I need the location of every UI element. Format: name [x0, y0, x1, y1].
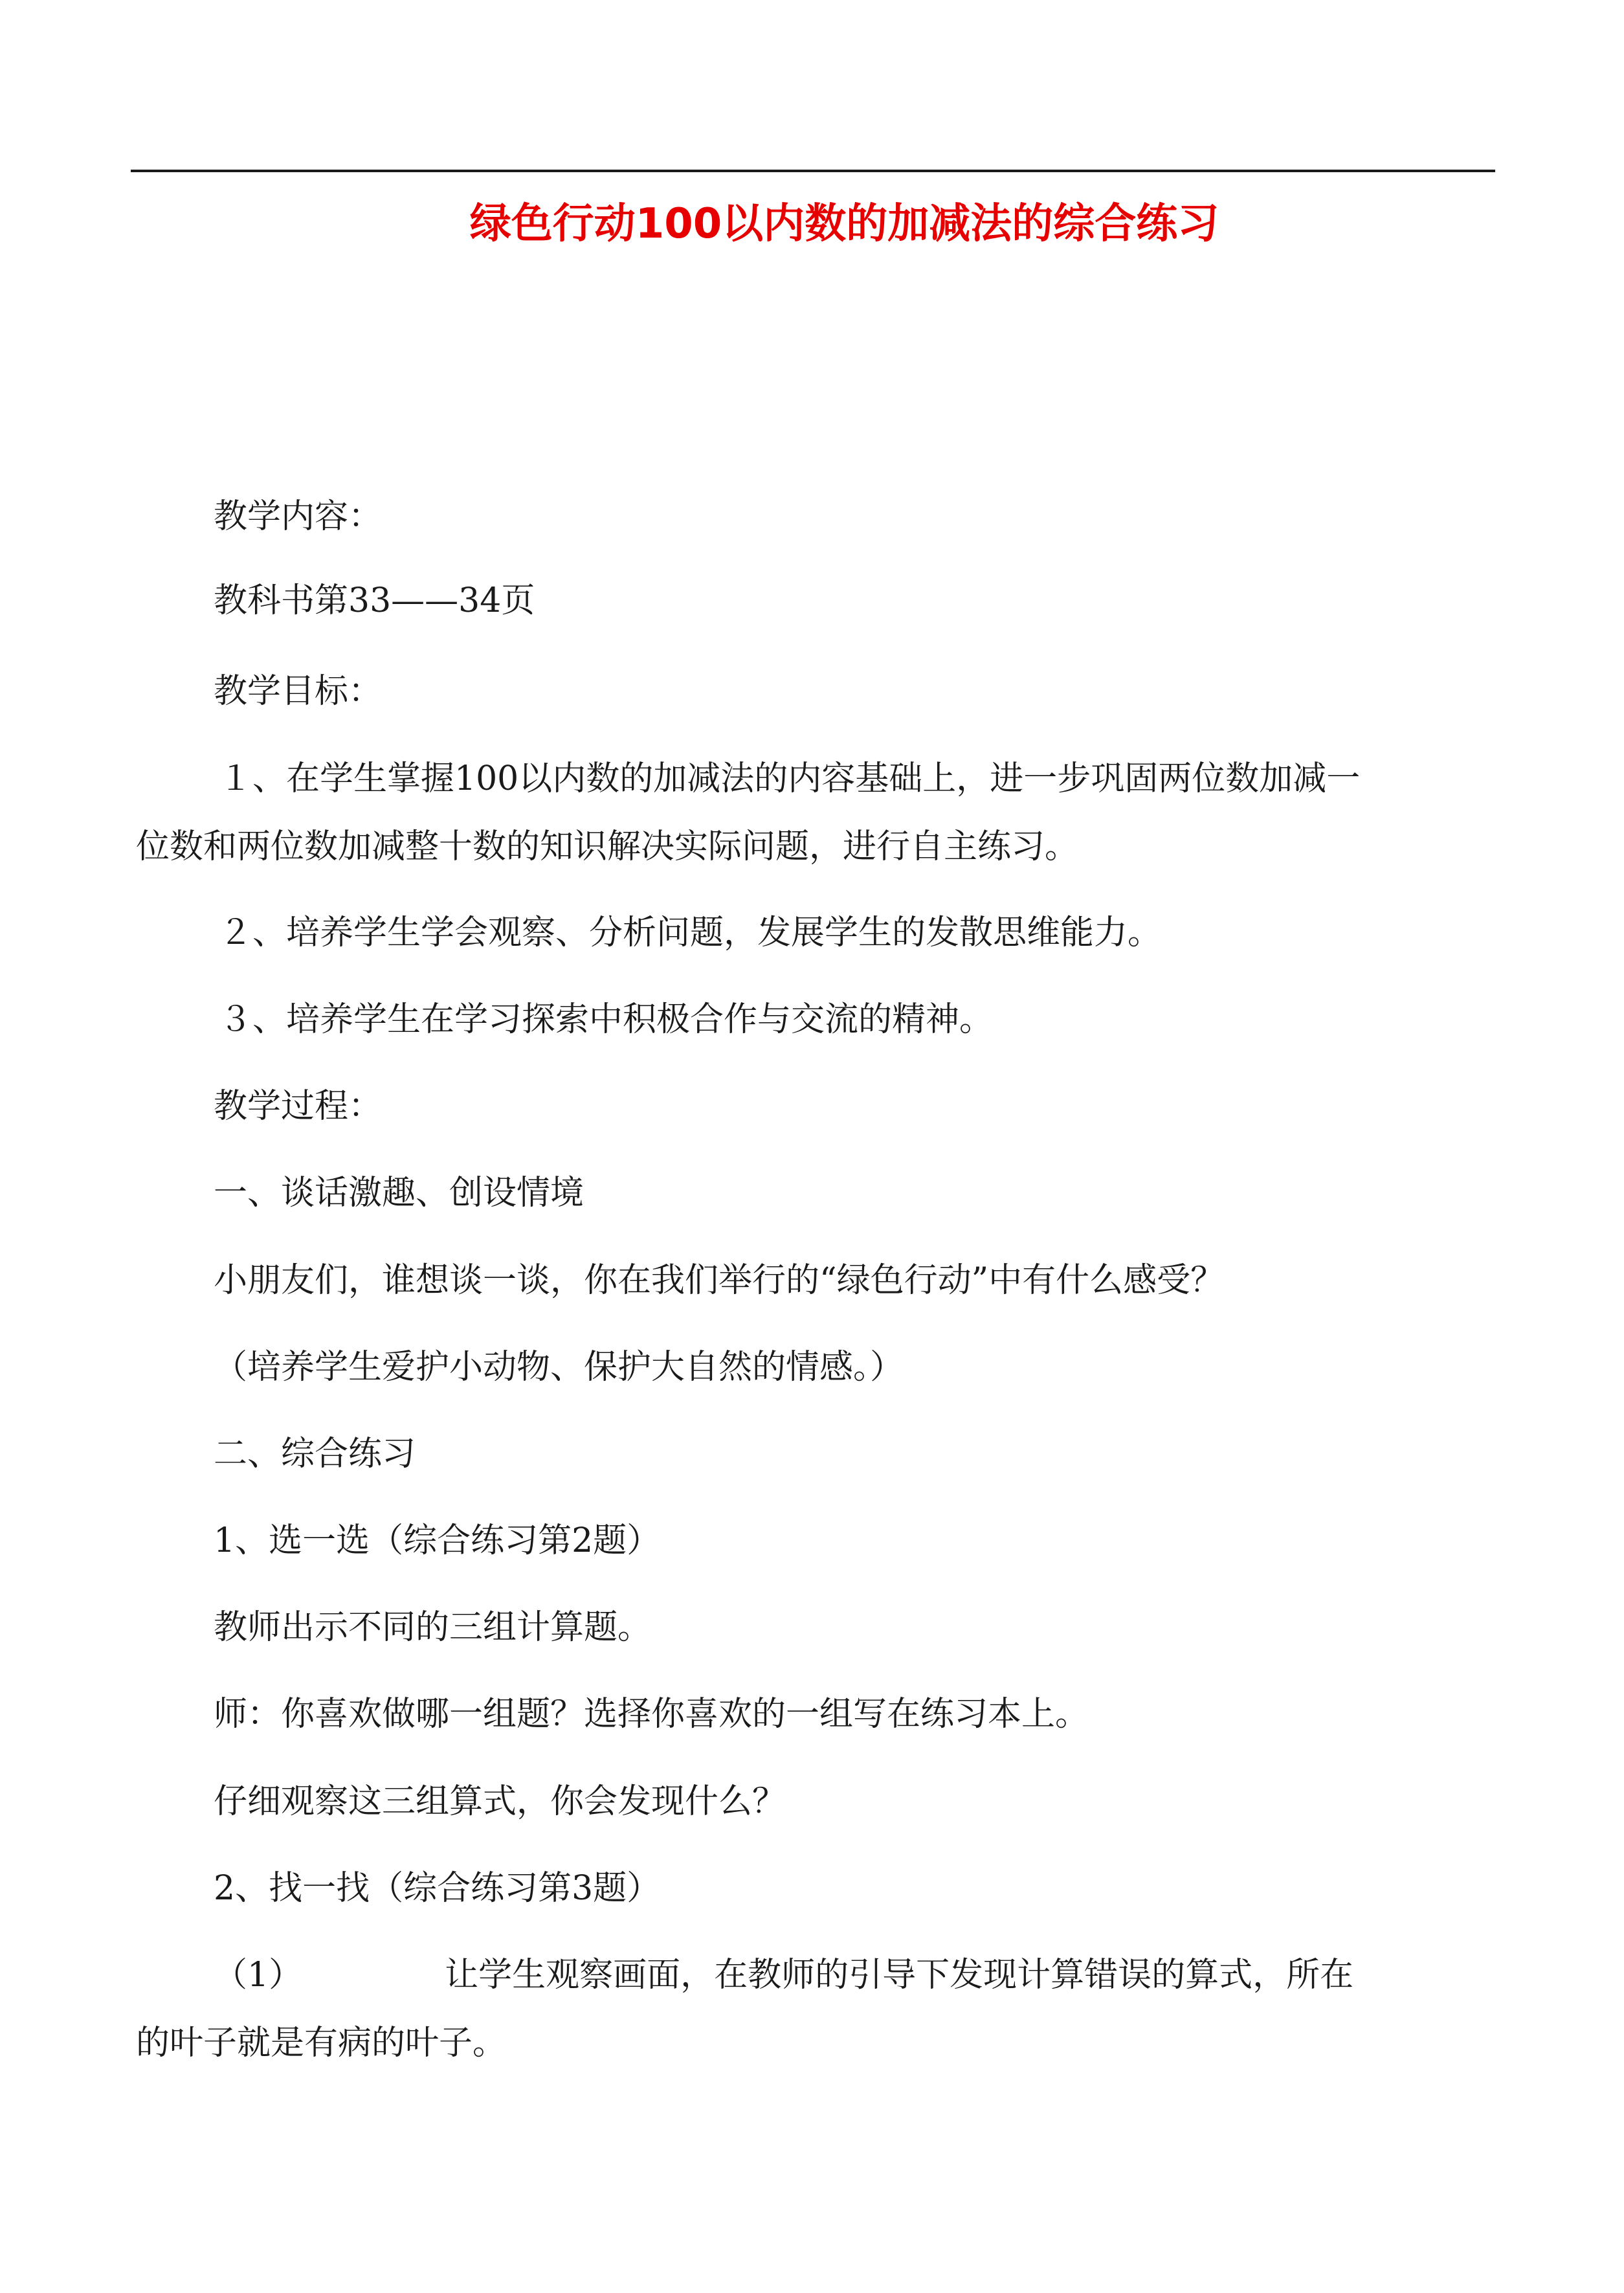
paragraph: １、在学生掌握100以内数的加减法的内容基础上，进一步巩固两位数加减一: [219, 759, 1361, 798]
paragraph-continuation: 位数和两位数加减整十数的知识解决实际问题，进行自主练习。: [136, 827, 1079, 866]
paragraph: （培养学生爱护小动物、保护大自然的情感。）: [214, 1348, 904, 1387]
paragraph: 1、选一选（综合练习第2题）: [214, 1521, 661, 1560]
item-text: 让学生观察画面，在教师的引导下发现计算错误的算式，所在: [445, 1956, 1354, 1995]
paragraph: ３、培养学生在学习探索中积极合作与交流的精神。: [219, 1000, 994, 1039]
document-title: 绿色行动100以内数的加减法的综合练习: [469, 200, 1219, 248]
section-heading: 二、综合练习: [214, 1435, 416, 1473]
paragraph: 教学目标：: [214, 672, 383, 711]
paragraph: 师：你喜欢做哪一组题？选择你喜欢的一组写在练习本上。: [214, 1695, 1089, 1734]
paragraph: 教学过程：: [214, 1087, 383, 1126]
paragraph-continuation: 的叶子就是有病的叶子。: [136, 2024, 507, 2063]
header-rule: [131, 170, 1495, 172]
paragraph: 教师出示不同的三组计算题。: [214, 1608, 652, 1647]
paragraph: 教学内容：: [214, 497, 383, 536]
section-heading: 一、谈话激趣、创设情境: [214, 1174, 584, 1213]
paragraph: 仔细观察这三组算式，你会发现什么？: [214, 1782, 786, 1821]
paragraph: 小朋友们，谁想谈一谈，你在我们举行的“绿色行动”中有什么感受？: [214, 1261, 1225, 1300]
paragraph: ２、培养学生学会观察、分析问题，发展学生的发散思维能力。: [219, 913, 1162, 952]
paragraph: 教科书第33——34页: [214, 581, 535, 620]
paragraph: [214, 1952, 1353, 1998]
item-number: （1）: [214, 1956, 303, 1995]
paragraph: 2、找一找（综合练习第3题）: [214, 1869, 661, 1908]
